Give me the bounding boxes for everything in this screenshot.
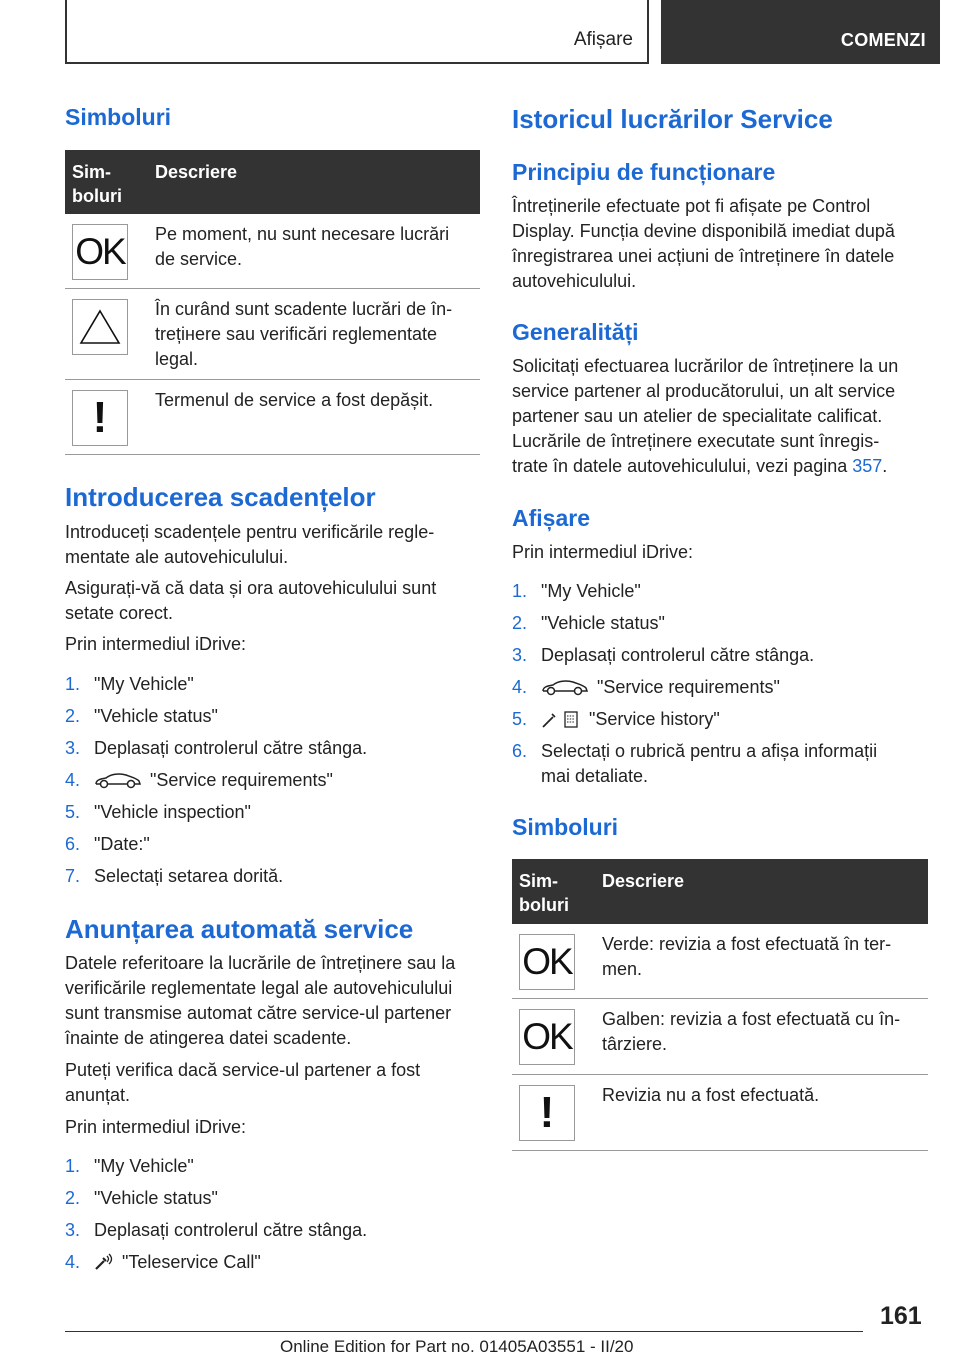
list-item: 2. "Vehicle status" [65,706,218,726]
header-tab-display-label: Afișare [573,29,633,50]
deadlines-heading: Introducerea scadențelor [65,482,376,512]
ok-icon: OK [519,1009,575,1065]
deadlines-paragraph-1: Introduceți scadențele pentru verificările regle- mentate ale autovehiculului. [65,522,435,567]
list-item: 6. Selectați o rubrică pentru a afișa informații mai detaliate. [512,741,878,786]
page-number: 161 [880,1302,922,1330]
list-item: 6. "Date:" [65,834,150,854]
table-row [65,289,480,380]
symbols-table-right [512,859,928,1151]
row-description: Verde: revizia a fost efectuată în ter- men. [602,934,892,979]
ok-icon: OK [519,934,575,990]
row-description: Revizia nu a fost efectuată. [602,1085,820,1105]
auto-service-paragraph-1: Datele referitoare la lucrările de întreținere sau la verificările reglementate legal ale autovehiculului sunt transmise automat către service-ul partener înainte de atingerea datei scadente. [65,953,456,1048]
display-heading: Afișare [512,505,590,531]
list-item: 3. Deplasați controlerul către stânga. [512,645,815,665]
table-header [65,150,480,214]
row-description: Galben: revizia a fost efectuată cu în- târziere. [602,1009,901,1054]
list-item: 2. "Vehicle status" [65,1188,218,1208]
edition-footer: Online Edition for Part no. 01405A03551 - II/20 [280,1337,634,1356]
table-row [65,214,480,289]
deadlines-steps [65,672,480,896]
deadlines-paragraph-3: Prin intermediul iDrive: [65,634,247,654]
auto-service-paragraph-2: Puteți verifica dacă service-ul partener a fost anunțat. [65,1060,421,1105]
list-item: 7. Selectați setarea dorită. [65,866,284,886]
wrench-signal-icon [94,1252,114,1279]
service-history-icon [541,709,581,736]
exclamation-icon: ! [72,390,128,446]
ok-icon: OK [72,224,128,280]
table-row [512,924,928,999]
row-description: Pe moment, nu sunt necesare lucrări de service. [155,224,450,269]
principle-heading: Principiu de funcționare [512,159,776,185]
symbols-heading-right: Simboluri [512,814,619,840]
list-item: 2. "Vehicle status" [512,613,665,633]
warning-triangle-icon [72,299,128,355]
list-item: 1. "My Vehicle" [512,581,641,601]
auto-service-paragraph-3: Prin intermediul iDrive: [65,1117,247,1137]
deadlines-paragraph-2: Asigurați-vă că data și ora autovehiculului sunt setate corect. [65,578,437,623]
table-row [512,999,928,1075]
general-heading: Generalități [512,319,639,345]
exclamation-icon: ! [519,1085,575,1141]
car-icon [94,772,142,797]
symbols-heading-left: Simboluri [65,104,172,130]
row-description: În curând sunt scadente lucrări de în- trețінere sau verificări reglementate legal. [155,299,453,369]
header-tab-display[interactable] [65,0,649,64]
table-row [65,380,480,455]
column-header-description: Descriere [155,162,238,182]
list-item: 5. "Service history" [512,707,928,739]
header-tab-controls-label: COMENZI [840,30,926,50]
general-paragraph: Solicitați efectuarea lucrărilor de întreținere la un service partener al producătorului, un alt service partener sau un atelier de specialitate calificat. Lucrările de întreținere executate sunt înregis- trate în datele autovehiculului, vezi pagina 357. [512,356,899,476]
symbols-table-left [65,150,480,455]
table-header [512,859,928,924]
footer-divider [65,1331,863,1332]
display-steps [512,579,928,796]
list-item: 5. "Vehicle inspection" [65,802,251,822]
list-item: 1. "My Vehicle" [65,1156,194,1176]
auto-service-heading: Anunțarea automată service [65,914,414,944]
principle-paragraph: Întreținerile efectuate pot fi afișate pe Control Display. Funcția devine disponibilă imediat după înregistrarea unei acțiuni de întreținere în datele autovehiculului. [512,196,895,291]
auto-service-steps [65,1154,480,1282]
display-paragraph: Prin intermediul iDrive: [512,542,694,562]
list-item: 4. "Teleservice Call" [65,1250,480,1282]
column-header-description: Descriere [602,871,685,891]
list-item: 3. Deplasați controlerul către stânga. [65,1220,368,1240]
header-tab-controls[interactable] [661,0,940,64]
list-item: 1. "My Vehicle" [65,674,194,694]
page-reference-link[interactable]: 357 [852,456,883,476]
list-item: 4. "Service requirements" [65,768,480,800]
table-row [512,1075,928,1151]
column-header-symbol: Sim- boluri [519,871,569,915]
service-history-heading: Istoricul lucrărilor Service [512,104,833,134]
row-description: Termenul de service a fost depășit. [155,390,434,410]
column-header-symbol: Sim- boluri [72,162,122,206]
car-icon [541,679,589,704]
list-item: 3. Deplasați controlerul către stânga. [65,738,368,758]
list-item: 4. "Service requirements" [512,675,928,707]
